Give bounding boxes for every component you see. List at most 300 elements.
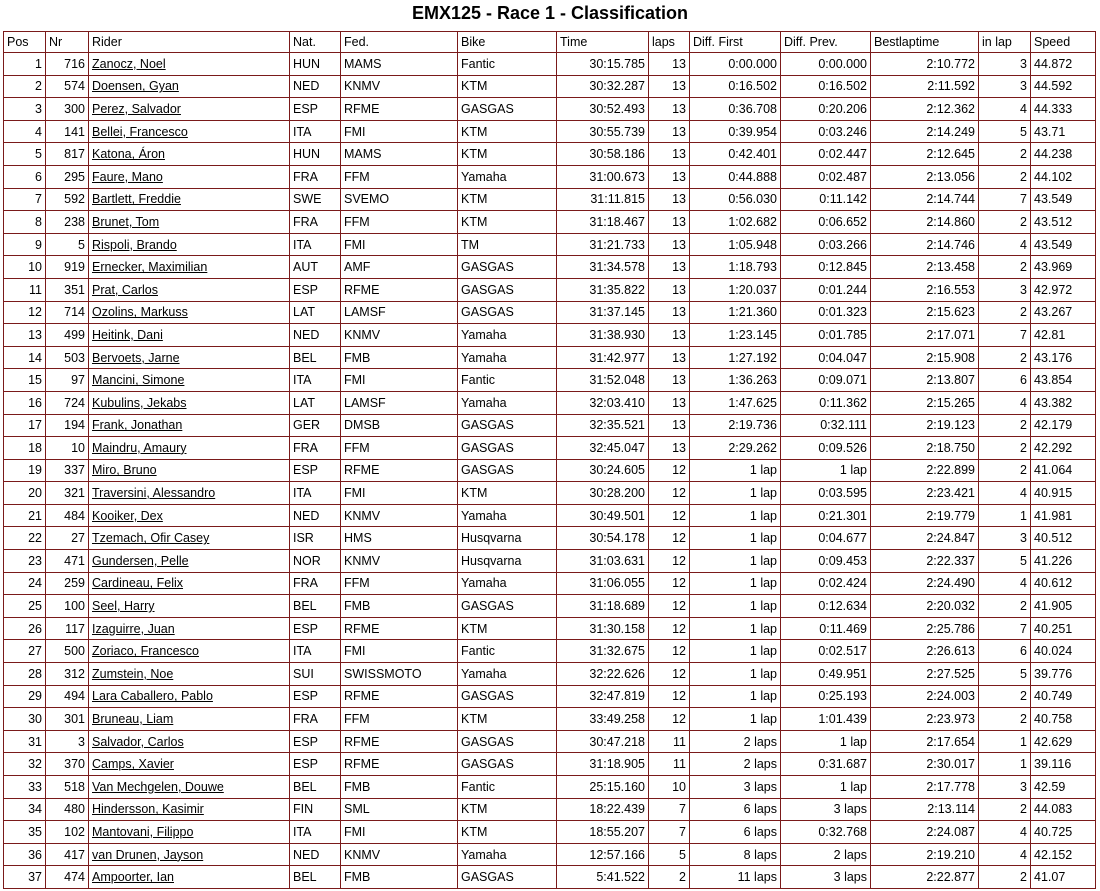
cell-diff-prev: 0:02.517 — [781, 640, 871, 663]
table-row — [4, 731, 1096, 754]
cell-in-lap: 4 — [979, 234, 1031, 257]
cell-laps: 12 — [649, 550, 690, 573]
cell-nr: 370 — [46, 753, 89, 776]
cell-fed: KNMV — [341, 550, 458, 573]
header-row — [4, 32, 1096, 53]
cell-pos: 26 — [4, 618, 46, 641]
cell-diff-prev: 0:09.526 — [781, 437, 871, 460]
cell-pos: 4 — [4, 121, 46, 144]
cell-time: 30:52.493 — [557, 98, 649, 121]
rider-link[interactable]: Ampoorter, Ian — [89, 866, 290, 889]
rider-link[interactable]: Ernecker, Maximilian — [89, 256, 290, 279]
cell-laps: 13 — [649, 143, 690, 166]
cell-bestlaptime: 2:19.123 — [871, 415, 979, 438]
cell-fed: KNMV — [341, 505, 458, 528]
cell-diff-prev: 1:01.439 — [781, 708, 871, 731]
cell-fed: FMI — [341, 234, 458, 257]
cell-diff-prev: 0:49.951 — [781, 663, 871, 686]
cell-time: 30:15.785 — [557, 53, 649, 76]
cell-nat: FRA — [290, 708, 341, 731]
cell-diff-first: 2 laps — [690, 731, 781, 754]
cell-diff-prev: 0:02.447 — [781, 143, 871, 166]
rider-link[interactable]: Tzemach, Ofir Casey — [89, 527, 290, 550]
cell-nat: ITA — [290, 234, 341, 257]
cell-time: 32:35.521 — [557, 415, 649, 438]
cell-pos: 33 — [4, 776, 46, 799]
cell-diff-prev: 0:20.206 — [781, 98, 871, 121]
cell-bike: Yamaha — [458, 844, 557, 867]
cell-diff-prev: 0:25.193 — [781, 686, 871, 709]
cell-time: 31:18.689 — [557, 595, 649, 618]
cell-speed: 44.872 — [1031, 53, 1096, 76]
cell-nr: 484 — [46, 505, 89, 528]
cell-fed: FMI — [341, 640, 458, 663]
cell-fed: MAMS — [341, 143, 458, 166]
cell-nr: 337 — [46, 460, 89, 483]
rider-link[interactable]: Faure, Mano — [89, 166, 290, 189]
cell-bestlaptime: 2:22.877 — [871, 866, 979, 889]
cell-nr: 27 — [46, 527, 89, 550]
cell-laps: 13 — [649, 189, 690, 212]
cell-pos: 30 — [4, 708, 46, 731]
cell-bike: KTM — [458, 143, 557, 166]
cell-diff-prev: 0:16.502 — [781, 76, 871, 99]
rider-link[interactable]: Brunet, Tom — [89, 211, 290, 234]
table-row — [4, 866, 1096, 889]
cell-in-lap: 4 — [979, 482, 1031, 505]
cell-nat: NED — [290, 844, 341, 867]
cell-time: 18:55.207 — [557, 821, 649, 844]
cell-bike: GASGAS — [458, 98, 557, 121]
cell-laps: 7 — [649, 799, 690, 822]
cell-nr: 102 — [46, 821, 89, 844]
cell-bike: KTM — [458, 76, 557, 99]
cell-speed: 39.776 — [1031, 663, 1096, 686]
cell-fed: SWISSMOTO — [341, 663, 458, 686]
cell-in-lap: 2 — [979, 437, 1031, 460]
cell-nat: ITA — [290, 121, 341, 144]
cell-nr: 518 — [46, 776, 89, 799]
cell-diff-prev: 0:01.323 — [781, 302, 871, 325]
cell-bestlaptime: 2:12.362 — [871, 98, 979, 121]
cell-laps: 12 — [649, 595, 690, 618]
cell-diff-first: 1 lap — [690, 663, 781, 686]
rider-link[interactable]: Camps, Xavier — [89, 753, 290, 776]
table-row — [4, 799, 1096, 822]
cell-nr: 321 — [46, 482, 89, 505]
cell-diff-first: 1:18.793 — [690, 256, 781, 279]
cell-nr: 97 — [46, 369, 89, 392]
rider-link[interactable]: Zumstein, Noe — [89, 663, 290, 686]
cell-laps: 13 — [649, 121, 690, 144]
cell-bestlaptime: 2:13.114 — [871, 799, 979, 822]
cell-fed: KNMV — [341, 324, 458, 347]
cell-diff-first: 1:23.145 — [690, 324, 781, 347]
cell-time: 31:34.578 — [557, 256, 649, 279]
cell-laps: 13 — [649, 302, 690, 325]
cell-diff-prev: 1 lap — [781, 776, 871, 799]
cell-bestlaptime: 2:12.645 — [871, 143, 979, 166]
cell-time: 31:06.055 — [557, 573, 649, 596]
cell-bike: GASGAS — [458, 302, 557, 325]
rider-link[interactable]: Katona, Áron — [89, 143, 290, 166]
cell-fed: FFM — [341, 708, 458, 731]
cell-diff-prev: 0:03.266 — [781, 234, 871, 257]
cell-nr: 117 — [46, 618, 89, 641]
cell-bike: GASGAS — [458, 437, 557, 460]
cell-fed: MAMS — [341, 53, 458, 76]
cell-in-lap: 2 — [979, 595, 1031, 618]
cell-bike: KTM — [458, 799, 557, 822]
cell-speed: 40.725 — [1031, 821, 1096, 844]
cell-time: 12:57.166 — [557, 844, 649, 867]
table-row — [4, 640, 1096, 663]
rider-link[interactable]: Bervoets, Jarne — [89, 347, 290, 370]
cell-bike: GASGAS — [458, 595, 557, 618]
cell-in-lap: 5 — [979, 121, 1031, 144]
cell-bestlaptime: 2:22.337 — [871, 550, 979, 573]
col-laps: laps — [649, 32, 690, 53]
rider-link[interactable]: Hindersson, Kasimir — [89, 799, 290, 822]
cell-diff-prev: 3 laps — [781, 799, 871, 822]
rider-link[interactable]: Mantovani, Filippo — [89, 821, 290, 844]
cell-nat: FRA — [290, 211, 341, 234]
table-row — [4, 76, 1096, 99]
cell-in-lap: 2 — [979, 256, 1031, 279]
cell-bestlaptime: 2:14.746 — [871, 234, 979, 257]
rider-link[interactable]: Salvador, Carlos — [89, 731, 290, 754]
cell-speed: 43.382 — [1031, 392, 1096, 415]
cell-bestlaptime: 2:24.847 — [871, 527, 979, 550]
cell-nat: BEL — [290, 347, 341, 370]
cell-laps: 13 — [649, 211, 690, 234]
cell-fed: RFME — [341, 460, 458, 483]
cell-diff-prev: 0:32.111 — [781, 415, 871, 438]
table-row — [4, 550, 1096, 573]
cell-nat: NOR — [290, 550, 341, 573]
cell-nat: NED — [290, 324, 341, 347]
cell-diff-prev: 0:04.047 — [781, 347, 871, 370]
cell-pos: 11 — [4, 279, 46, 302]
cell-time: 31:30.158 — [557, 618, 649, 641]
table-row — [4, 573, 1096, 596]
cell-laps: 12 — [649, 527, 690, 550]
cell-bestlaptime: 2:19.210 — [871, 844, 979, 867]
rider-link[interactable]: Zoriaco, Francesco — [89, 640, 290, 663]
cell-bike: Fantic — [458, 640, 557, 663]
rider-link[interactable]: Traversini, Alessandro — [89, 482, 290, 505]
cell-speed: 43.512 — [1031, 211, 1096, 234]
cell-fed: KNMV — [341, 76, 458, 99]
cell-diff-prev: 0:03.595 — [781, 482, 871, 505]
cell-bestlaptime: 2:23.973 — [871, 708, 979, 731]
cell-fed: FMI — [341, 369, 458, 392]
cell-pos: 9 — [4, 234, 46, 257]
cell-speed: 40.758 — [1031, 708, 1096, 731]
cell-pos: 10 — [4, 256, 46, 279]
cell-time: 30:55.739 — [557, 121, 649, 144]
rider-link[interactable]: Doensen, Gyan — [89, 76, 290, 99]
table-row — [4, 53, 1096, 76]
cell-fed: RFME — [341, 279, 458, 302]
cell-time: 31:38.930 — [557, 324, 649, 347]
rider-link[interactable]: Kubulins, Jekabs — [89, 392, 290, 415]
cell-diff-first: 6 laps — [690, 799, 781, 822]
cell-bike: Husqvarna — [458, 550, 557, 573]
cell-nat: HUN — [290, 53, 341, 76]
cell-bike: Yamaha — [458, 324, 557, 347]
cell-bestlaptime: 2:17.071 — [871, 324, 979, 347]
cell-diff-first: 1 lap — [690, 686, 781, 709]
cell-fed: FMB — [341, 595, 458, 618]
cell-fed: FMB — [341, 866, 458, 889]
cell-pos: 18 — [4, 437, 46, 460]
cell-laps: 13 — [649, 369, 690, 392]
col-nr: Nr — [46, 32, 89, 53]
cell-bestlaptime: 2:19.779 — [871, 505, 979, 528]
cell-diff-first: 1 lap — [690, 618, 781, 641]
cell-bike: GASGAS — [458, 753, 557, 776]
cell-diff-first: 11 laps — [690, 866, 781, 889]
rider-link[interactable]: Izaguirre, Juan — [89, 618, 290, 641]
cell-nr: 3 — [46, 731, 89, 754]
cell-time: 31:37.145 — [557, 302, 649, 325]
cell-diff-prev: 0:12.845 — [781, 256, 871, 279]
col-speed: Speed — [1031, 32, 1096, 53]
col-rider: Rider — [89, 32, 290, 53]
table-row — [4, 166, 1096, 189]
rider-link[interactable]: Bruneau, Liam — [89, 708, 290, 731]
cell-in-lap: 1 — [979, 505, 1031, 528]
rider-link[interactable]: Maindru, Amaury — [89, 437, 290, 460]
cell-nat: FIN — [290, 799, 341, 822]
rider-link[interactable]: Gundersen, Pelle — [89, 550, 290, 573]
cell-laps: 13 — [649, 392, 690, 415]
col-diff-first: Diff. First — [690, 32, 781, 53]
cell-time: 31:11.815 — [557, 189, 649, 212]
cell-fed: DMSB — [341, 415, 458, 438]
cell-bestlaptime: 2:11.592 — [871, 76, 979, 99]
cell-bestlaptime: 2:22.899 — [871, 460, 979, 483]
table-row — [4, 753, 1096, 776]
cell-nr: 100 — [46, 595, 89, 618]
cell-nat: BEL — [290, 866, 341, 889]
cell-pos: 3 — [4, 98, 46, 121]
table-row — [4, 392, 1096, 415]
cell-speed: 42.81 — [1031, 324, 1096, 347]
cell-in-lap: 2 — [979, 143, 1031, 166]
cell-bike: KTM — [458, 618, 557, 641]
col-time: Time — [557, 32, 649, 53]
cell-diff-prev: 1 lap — [781, 460, 871, 483]
cell-bike: GASGAS — [458, 279, 557, 302]
cell-time: 30:28.200 — [557, 482, 649, 505]
cell-diff-prev: 3 laps — [781, 866, 871, 889]
cell-nr: 503 — [46, 347, 89, 370]
cell-fed: KNMV — [341, 844, 458, 867]
cell-nr: 300 — [46, 98, 89, 121]
cell-bestlaptime: 2:25.786 — [871, 618, 979, 641]
cell-nat: AUT — [290, 256, 341, 279]
cell-bike: KTM — [458, 482, 557, 505]
cell-nat: GER — [290, 415, 341, 438]
cell-pos: 24 — [4, 573, 46, 596]
cell-diff-prev: 0:09.071 — [781, 369, 871, 392]
rider-link[interactable]: Seel, Harry — [89, 595, 290, 618]
rider-link[interactable]: Prat, Carlos — [89, 279, 290, 302]
cell-speed: 42.152 — [1031, 844, 1096, 867]
cell-nat: HUN — [290, 143, 341, 166]
cell-pos: 2 — [4, 76, 46, 99]
table-row — [4, 234, 1096, 257]
cell-diff-prev: 0:11.469 — [781, 618, 871, 641]
cell-bike: TM — [458, 234, 557, 257]
cell-bestlaptime: 2:24.003 — [871, 686, 979, 709]
rider-link[interactable]: van Drunen, Jayson — [89, 844, 290, 867]
cell-pos: 21 — [4, 505, 46, 528]
rider-link[interactable]: Bartlett, Freddie — [89, 189, 290, 212]
cell-bestlaptime: 2:13.458 — [871, 256, 979, 279]
cell-speed: 40.251 — [1031, 618, 1096, 641]
table-row — [4, 189, 1096, 212]
cell-speed: 40.915 — [1031, 482, 1096, 505]
cell-laps: 13 — [649, 98, 690, 121]
cell-speed: 40.512 — [1031, 527, 1096, 550]
cell-time: 30:47.218 — [557, 731, 649, 754]
cell-nat: ESP — [290, 279, 341, 302]
cell-fed: RFME — [341, 753, 458, 776]
cell-diff-prev: 0:12.634 — [781, 595, 871, 618]
cell-diff-first: 1 lap — [690, 550, 781, 573]
rider-link[interactable]: Zanocz, Noel — [89, 53, 290, 76]
cell-bike: Fantic — [458, 776, 557, 799]
cell-diff-first: 1 lap — [690, 640, 781, 663]
cell-diff-first: 1:27.192 — [690, 347, 781, 370]
cell-diff-prev: 0:31.687 — [781, 753, 871, 776]
col-diff-prev: Diff. Prev. — [781, 32, 871, 53]
cell-in-lap: 1 — [979, 753, 1031, 776]
cell-diff-first: 0:44.888 — [690, 166, 781, 189]
cell-bestlaptime: 2:24.087 — [871, 821, 979, 844]
cell-speed: 41.981 — [1031, 505, 1096, 528]
rider-link[interactable]: Miro, Bruno — [89, 460, 290, 483]
cell-nr: 592 — [46, 189, 89, 212]
cell-pos: 8 — [4, 211, 46, 234]
table-row — [4, 821, 1096, 844]
cell-bike: GASGAS — [458, 686, 557, 709]
cell-time: 31:00.673 — [557, 166, 649, 189]
cell-pos: 6 — [4, 166, 46, 189]
cell-in-lap: 4 — [979, 844, 1031, 867]
cell-bestlaptime: 2:23.421 — [871, 482, 979, 505]
rider-link[interactable]: Van Mechgelen, Douwe — [89, 776, 290, 799]
cell-speed: 43.854 — [1031, 369, 1096, 392]
cell-nr: 471 — [46, 550, 89, 573]
cell-nat: SWE — [290, 189, 341, 212]
cell-bestlaptime: 2:13.056 — [871, 166, 979, 189]
cell-diff-first: 2:19.736 — [690, 415, 781, 438]
cell-laps: 7 — [649, 821, 690, 844]
cell-time: 30:32.287 — [557, 76, 649, 99]
cell-time: 31:52.048 — [557, 369, 649, 392]
cell-bike: KTM — [458, 821, 557, 844]
rider-link[interactable]: Cardineau, Felix — [89, 573, 290, 596]
cell-speed: 43.969 — [1031, 256, 1096, 279]
cell-in-lap: 3 — [979, 279, 1031, 302]
col-nat: Nat. — [290, 32, 341, 53]
cell-bike: Husqvarna — [458, 527, 557, 550]
table-row — [4, 708, 1096, 731]
cell-bestlaptime: 2:14.860 — [871, 211, 979, 234]
cell-pos: 23 — [4, 550, 46, 573]
cell-nr: 194 — [46, 415, 89, 438]
cell-pos: 31 — [4, 731, 46, 754]
cell-nr: 301 — [46, 708, 89, 731]
cell-laps: 5 — [649, 844, 690, 867]
cell-fed: FFM — [341, 166, 458, 189]
cell-diff-first: 1 lap — [690, 460, 781, 483]
rider-link[interactable]: Bellei, Francesco — [89, 121, 290, 144]
cell-speed: 41.905 — [1031, 595, 1096, 618]
cell-nat: ISR — [290, 527, 341, 550]
cell-bestlaptime: 2:17.654 — [871, 731, 979, 754]
cell-bike: Yamaha — [458, 505, 557, 528]
table-row — [4, 460, 1096, 483]
cell-nr: 714 — [46, 302, 89, 325]
cell-diff-first: 1:36.263 — [690, 369, 781, 392]
rider-link[interactable]: Frank, Jonathan — [89, 415, 290, 438]
cell-laps: 13 — [649, 234, 690, 257]
rider-link[interactable]: Rispoli, Brando — [89, 234, 290, 257]
cell-bestlaptime: 2:14.249 — [871, 121, 979, 144]
rider-link[interactable]: Lara Caballero, Pablo — [89, 686, 290, 709]
cell-time: 31:18.467 — [557, 211, 649, 234]
cell-bestlaptime: 2:20.032 — [871, 595, 979, 618]
cell-fed: FMI — [341, 821, 458, 844]
cell-pos: 25 — [4, 595, 46, 618]
cell-in-lap: 7 — [979, 324, 1031, 347]
col-fed: Fed. — [341, 32, 458, 53]
cell-diff-first: 1 lap — [690, 708, 781, 731]
cell-diff-first: 1:47.625 — [690, 392, 781, 415]
cell-in-lap: 7 — [979, 618, 1031, 641]
cell-speed: 43.549 — [1031, 189, 1096, 212]
rider-link[interactable]: Mancini, Simone — [89, 369, 290, 392]
cell-time: 30:24.605 — [557, 460, 649, 483]
cell-speed: 44.102 — [1031, 166, 1096, 189]
cell-diff-prev: 2 laps — [781, 844, 871, 867]
rider-link[interactable]: Heitink, Dani — [89, 324, 290, 347]
cell-bike: Yamaha — [458, 392, 557, 415]
cell-nat: ITA — [290, 640, 341, 663]
rider-link[interactable]: Kooiker, Dex — [89, 505, 290, 528]
cell-in-lap: 2 — [979, 415, 1031, 438]
rider-link[interactable]: Perez, Salvador — [89, 98, 290, 121]
cell-laps: 13 — [649, 437, 690, 460]
table-row — [4, 776, 1096, 799]
cell-speed: 40.024 — [1031, 640, 1096, 663]
table-row — [4, 618, 1096, 641]
cell-in-lap: 2 — [979, 211, 1031, 234]
rider-link[interactable]: Ozolins, Markuss — [89, 302, 290, 325]
cell-pos: 17 — [4, 415, 46, 438]
col-bestlaptime: Bestlaptime — [871, 32, 979, 53]
cell-time: 30:54.178 — [557, 527, 649, 550]
cell-in-lap: 2 — [979, 347, 1031, 370]
cell-in-lap: 3 — [979, 776, 1031, 799]
cell-nr: 494 — [46, 686, 89, 709]
cell-fed: HMS — [341, 527, 458, 550]
